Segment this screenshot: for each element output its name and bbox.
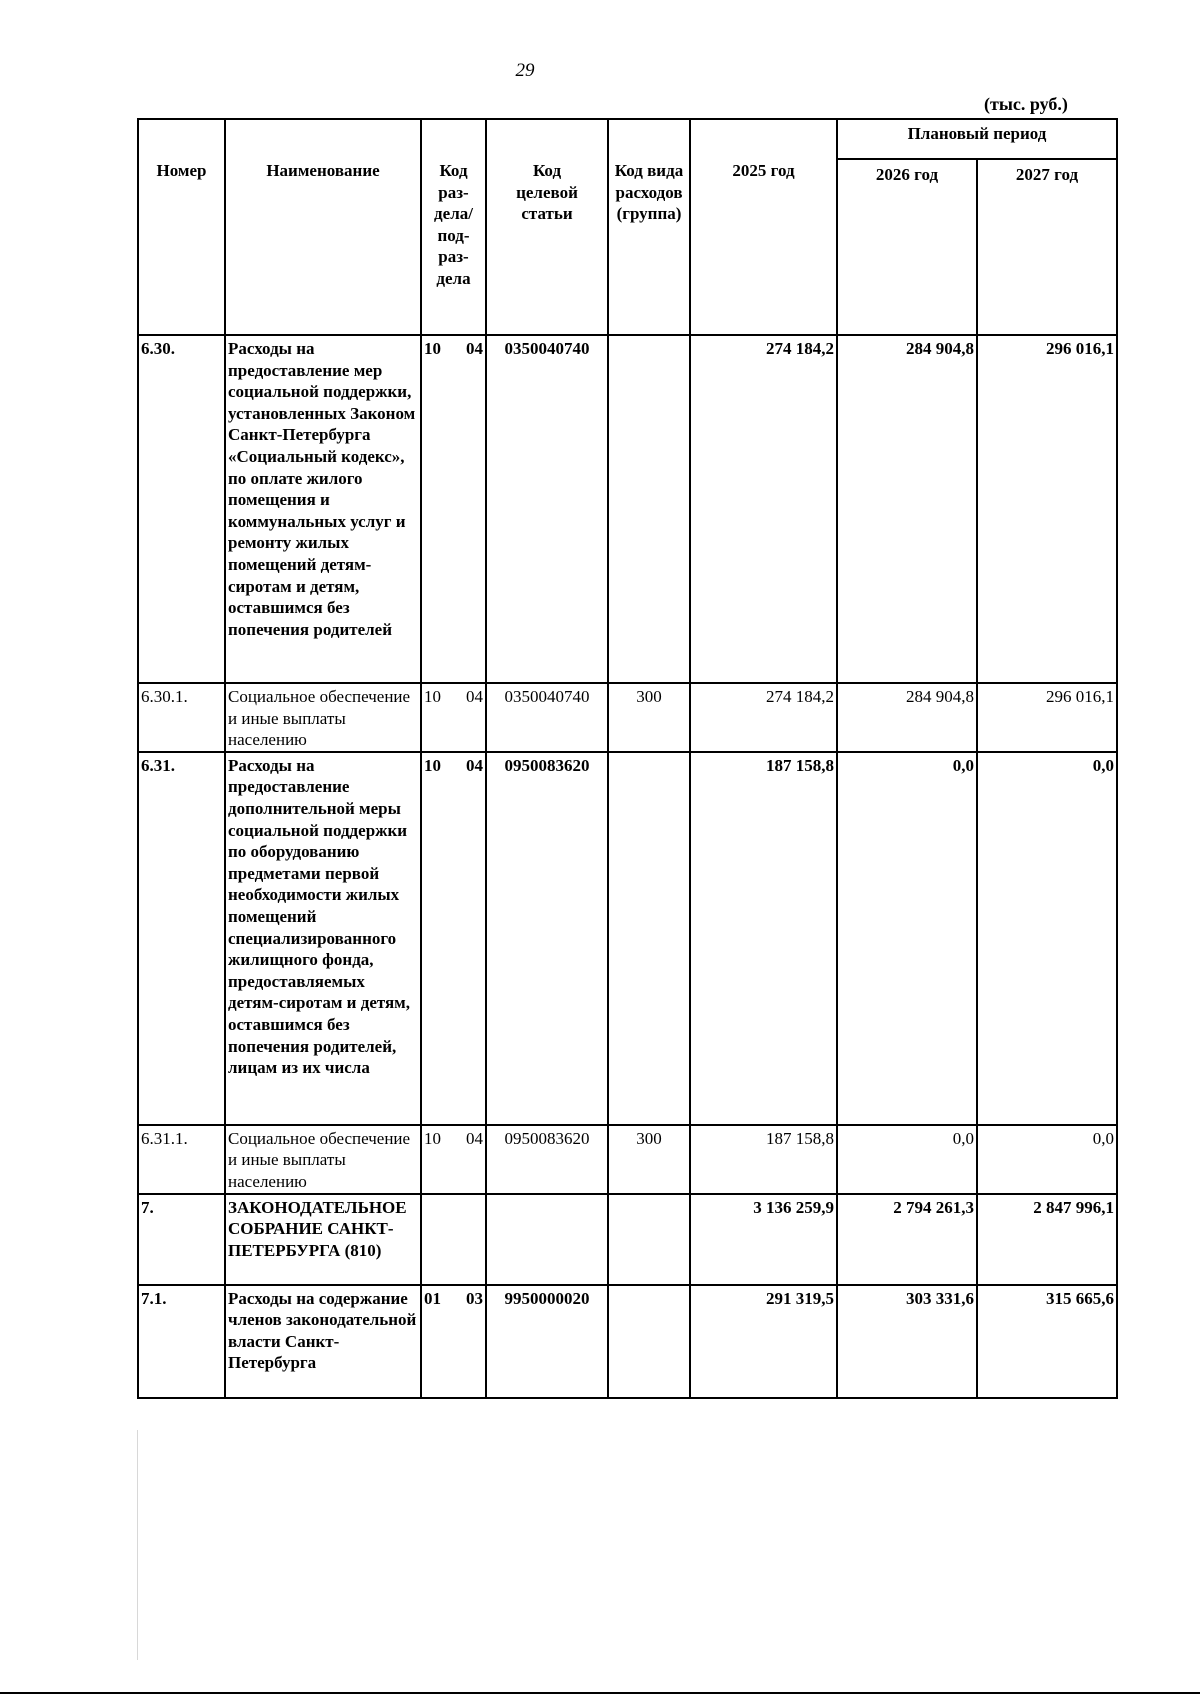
row-2027: 296 016,1 bbox=[977, 683, 1117, 752]
row-target: 0950083620 bbox=[486, 1125, 608, 1194]
scan-bottom-edge bbox=[0, 1692, 1200, 1694]
row-name: Расходы на содержание членов законодательной власти Санкт-Петербурга bbox=[225, 1285, 421, 1398]
row-section: 10 04 bbox=[421, 335, 486, 683]
row-2027: 0,0 bbox=[977, 1125, 1117, 1194]
row-number: 6.31. bbox=[138, 752, 225, 1125]
header-target: Код целевой статьи bbox=[486, 119, 608, 335]
row-section bbox=[421, 1194, 486, 1285]
row-2027: 2 847 996,1 bbox=[977, 1194, 1117, 1285]
row-number: 6.30. bbox=[138, 335, 225, 683]
table-row bbox=[138, 683, 1117, 752]
scan-margin-line bbox=[137, 1430, 138, 1660]
row-2026: 303 331,6 bbox=[837, 1285, 977, 1398]
header-group: Код вида расходов (группа) bbox=[608, 119, 690, 335]
row-name: Расходы на предоставление мер социальной поддержки, установленных Законом Санкт-Петербурга «Социальный кодекс», по оплате жилого помещения и коммунальных услуг и ремонту жилых помещений детям-сиротам и детям, оставшимся без попечения родителей bbox=[225, 335, 421, 683]
row-group bbox=[608, 335, 690, 683]
row-target: 0950083620 bbox=[486, 752, 608, 1125]
row-2025: 274 184,2 bbox=[690, 335, 837, 683]
units-label: (тыс. руб.) bbox=[984, 94, 1068, 114]
row-group: 300 bbox=[608, 1125, 690, 1194]
row-name: Социальное обеспечение и иные выплаты населению bbox=[225, 1125, 421, 1194]
table-row bbox=[138, 1194, 1117, 1285]
header-name: Наименование bbox=[225, 119, 421, 335]
row-2025: 187 158,8 bbox=[690, 752, 837, 1125]
row-target: 0350040740 bbox=[486, 335, 608, 683]
row-number: 7.1. bbox=[138, 1285, 225, 1398]
table-row bbox=[138, 1285, 1117, 1398]
row-2026: 0,0 bbox=[837, 1125, 977, 1194]
row-section: 10 04 bbox=[421, 683, 486, 752]
row-group bbox=[608, 1194, 690, 1285]
header-2025: 2025 год bbox=[690, 119, 837, 335]
row-name: Социальное обеспечение и иные выплаты населению bbox=[225, 683, 421, 752]
table-row bbox=[138, 335, 1117, 683]
row-2025: 3 136 259,9 bbox=[690, 1194, 837, 1285]
header-plan-period: Плановый период bbox=[837, 119, 1117, 159]
row-target bbox=[486, 1194, 608, 1285]
row-section: 01 03 bbox=[421, 1285, 486, 1398]
row-2027: 0,0 bbox=[977, 752, 1117, 1125]
row-section: 10 04 bbox=[421, 752, 486, 1125]
row-section: 10 04 bbox=[421, 1125, 486, 1194]
row-group: 300 bbox=[608, 683, 690, 752]
row-2026: 284 904,8 bbox=[837, 335, 977, 683]
budget-table bbox=[137, 118, 1118, 1399]
table-row bbox=[138, 1125, 1117, 1194]
header-2027: 2027 год bbox=[977, 159, 1117, 335]
row-name: ЗАКОНОДАТЕЛЬНОЕ СОБРАНИЕ САНКТ-ПЕТЕРБУРГА (810) bbox=[225, 1194, 421, 1285]
row-2026: 0,0 bbox=[837, 752, 977, 1125]
row-2026: 2 794 261,3 bbox=[837, 1194, 977, 1285]
row-target: 0350040740 bbox=[486, 683, 608, 752]
page-number: 29 bbox=[515, 60, 535, 81]
row-target: 9950000020 bbox=[486, 1285, 608, 1398]
header-2026: 2026 год bbox=[837, 159, 977, 335]
row-group bbox=[608, 752, 690, 1125]
row-2027: 296 016,1 bbox=[977, 335, 1117, 683]
table-row bbox=[138, 752, 1117, 1125]
row-2025: 291 319,5 bbox=[690, 1285, 837, 1398]
row-2026: 284 904,8 bbox=[837, 683, 977, 752]
header-section: Код раз- дела/ под- раз- дела bbox=[421, 119, 486, 335]
row-number: 6.31.1. bbox=[138, 1125, 225, 1194]
header-number: Номер bbox=[138, 119, 225, 335]
row-2025: 187 158,8 bbox=[690, 1125, 837, 1194]
row-number: 7. bbox=[138, 1194, 225, 1285]
row-number: 6.30.1. bbox=[138, 683, 225, 752]
row-2025: 274 184,2 bbox=[690, 683, 837, 752]
row-2027: 315 665,6 bbox=[977, 1285, 1117, 1398]
row-group bbox=[608, 1285, 690, 1398]
row-name: Расходы на предоставление дополнительной меры социальной поддержки по оборудованию предметами первой необходимости жилых помещений специализированного жилищного фонда, предоставляемых детям-сиротам и детям, оставшимся без попечения родителей, лицам из их числа bbox=[225, 752, 421, 1125]
